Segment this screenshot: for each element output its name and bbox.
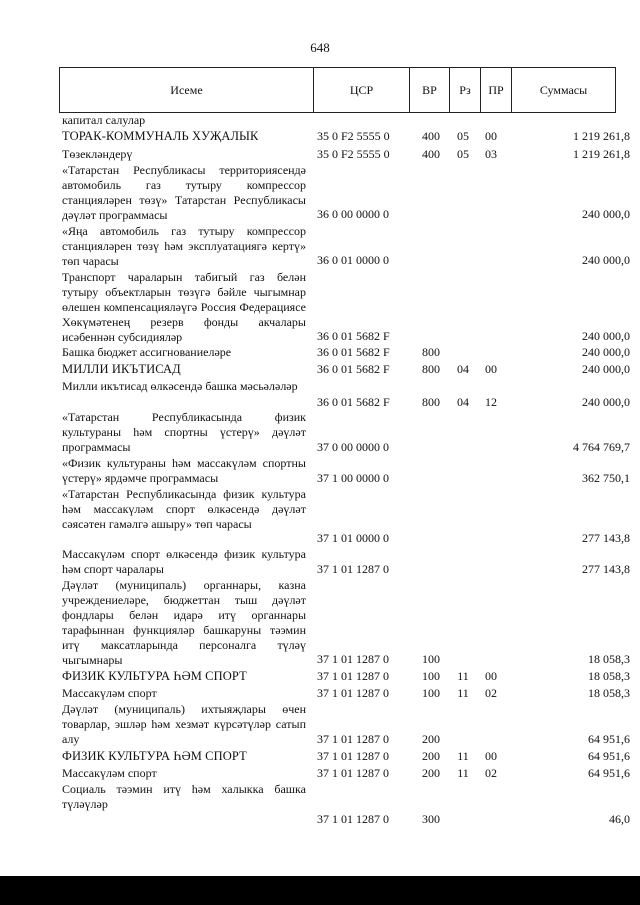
row-csr: 36 0 00 0000 0: [317, 207, 389, 221]
table-row: [0, 113, 640, 128]
row-name: Массакүләм спорт: [62, 766, 157, 780]
row-sum: 18 058,3: [588, 686, 630, 700]
row-name: ФИЗИК КУЛЬТУРА ҺӘМ СПОРТ: [62, 749, 247, 763]
row-rz: 04: [457, 362, 469, 376]
row-pr: 00: [485, 669, 497, 683]
table-row: [0, 748, 640, 765]
row-csr: 37 1 00 0000 0: [317, 471, 389, 485]
row-rz: 11: [457, 766, 469, 780]
row-sum: 240 000,0: [582, 395, 630, 409]
table-row: [0, 345, 640, 361]
row-csr: 36 0 01 0000 0: [317, 253, 389, 267]
table-row: [0, 361, 640, 378]
row-name: Дәүләт (муниципаль) органнары, казна учреждениеләре, бюджеттан тыш дәүләт фондлары белән идарә итү органнары тарафыннан функцияләр башкаруны тәэмин итү максатларында персоналга түләү чыгымнары: [62, 578, 306, 667]
row-name: МИЛЛИ ИКЪТИСАД: [62, 362, 181, 376]
row-csr: 37 1 01 1287 0: [317, 732, 389, 746]
row-vr: 100: [422, 669, 440, 683]
header-sum: Суммасы: [539, 82, 588, 97]
row-sum: 240 000,0: [582, 362, 630, 376]
row-name: «Татарстан Республикасында физик культура һәм массакүләм спорт өлкәсендә дәүләт сәясәтен гамәлгә ашыру» төп чарасы: [62, 487, 306, 531]
row-rz: 05: [457, 129, 469, 143]
row-sum: 277 143,8: [582, 562, 630, 576]
row-name: Социаль тәэмин итү һәм халыкка башка түләүләр: [62, 782, 306, 811]
row-name: Башка бюджет ассигнованиеләре: [62, 345, 232, 359]
row-csr: 36 0 01 5682 F: [317, 362, 390, 376]
table-row: [0, 270, 640, 346]
row-vr: 800: [422, 395, 440, 409]
row-pr: 00: [485, 129, 497, 143]
table-row: [0, 410, 640, 456]
row-name: Массакүләм спорт: [62, 686, 157, 700]
row-vr: 400: [422, 129, 440, 143]
table-row: [0, 379, 640, 411]
row-pr: 00: [485, 749, 497, 763]
row-name: Төзекләндерү: [62, 147, 133, 161]
table-row: [0, 456, 640, 487]
row-csr: 36 0 01 5682 F: [317, 329, 390, 343]
row-sum: 362 750,1: [582, 471, 630, 485]
header-vr: ВР: [410, 68, 450, 112]
row-vr: 100: [422, 686, 440, 700]
row-csr: 37 1 01 0000 0: [317, 531, 389, 545]
header-csr: ЦСР: [314, 68, 410, 112]
table-row: [0, 765, 640, 782]
header-name: Исеме: [60, 68, 314, 112]
row-name: капитал салулар: [62, 113, 146, 127]
row-csr: 37 1 01 1287 0: [317, 652, 389, 666]
table-row: [0, 668, 640, 685]
row-sum: 18 058,3: [588, 652, 630, 666]
row-pr: 02: [485, 766, 497, 780]
row-rz: 11: [457, 749, 469, 763]
table-row: [0, 578, 640, 668]
row-sum: 1 219 261,8: [573, 129, 630, 143]
row-sum: 240 000,0: [582, 207, 630, 221]
row-vr: 400: [422, 147, 440, 161]
row-name: ТОРАК-КОММУНАЛЬ ХУҖАЛЫК: [62, 129, 259, 143]
row-sum: 240 000,0: [582, 253, 630, 267]
table-row: [0, 163, 640, 224]
row-sum: 4 764 769,7: [573, 440, 630, 454]
row-csr: 36 0 01 5682 F: [317, 345, 390, 359]
table-row: [0, 685, 640, 702]
row-vr: 200: [422, 732, 440, 746]
row-name: «Яңа автомобиль газ тутыру компрессор станцияләрен төзү һәм эксплуатациягә кертү» төп чарасы: [62, 224, 306, 268]
row-name: ФИЗИК КУЛЬТУРА ҺӘМ СПОРТ: [62, 669, 247, 683]
row-sum: 64 951,6: [588, 749, 630, 763]
row-name: «Татарстан Республикасы территориясендә автомобиль газ тутыру компрессор станцияләрен төзү» Татарстан Республикасы дәүләт программасы: [62, 163, 306, 222]
row-name: Дәүләт (муниципаль) ихтыяҗлары өчен товарлар, эшләр һәм хезмәт күрсәтүләр сатып алу: [62, 702, 306, 746]
row-vr: 800: [422, 362, 440, 376]
table-row: [0, 487, 640, 547]
row-name: Массакүләм спорт өлкәсендә физик культура һәм спорт чаралары: [62, 547, 306, 576]
row-pr: 02: [485, 686, 497, 700]
row-sum: 240 000,0: [582, 345, 630, 359]
row-vr: 800: [422, 345, 440, 359]
row-csr: 37 1 01 1287 0: [317, 686, 389, 700]
row-csr: 37 0 00 0000 0: [317, 440, 389, 454]
row-csr: 35 0 F2 5555 0: [317, 147, 390, 161]
row-sum: 46,0: [609, 812, 630, 826]
table-header: [59, 67, 616, 113]
row-csr: 37 1 01 1287 0: [317, 562, 389, 576]
row-pr: 12: [485, 395, 497, 409]
row-rz: 04: [457, 395, 469, 409]
row-csr: 37 1 01 1287 0: [317, 749, 389, 763]
row-csr: 36 0 01 5682 F: [317, 395, 390, 409]
table-row: [0, 146, 640, 163]
row-sum: 1 219 261,8: [573, 147, 630, 161]
row-csr: 37 1 01 1287 0: [317, 669, 389, 683]
row-sum: 277 143,8: [582, 531, 630, 545]
row-name: Транспорт чараларын табигый газ белән тутыру объектларын төзүгә бәйле чыгымнар өлешен компенсацияләүгә Россия Федерациясе Хөкүмәтенең резерв фонды акчалары исәбеннән субсидияләр: [62, 270, 306, 344]
row-vr: 300: [422, 812, 440, 826]
row-sum: 18 058,3: [588, 669, 630, 683]
table-row: [0, 702, 640, 748]
row-csr: 35 0 F2 5555 0: [317, 129, 390, 143]
row-vr: 200: [422, 749, 440, 763]
row-rz: 11: [457, 669, 469, 683]
row-name: Милли икътисад өлкәсендә башка мәсьәләләр: [62, 379, 298, 393]
scan-bottom-border: [0, 876, 640, 905]
row-csr: 37 1 01 1287 0: [317, 766, 389, 780]
row-vr: 100: [422, 652, 440, 666]
table-row: [0, 128, 640, 145]
header-pr: ПР: [481, 68, 512, 112]
row-csr: 37 1 01 1287 0: [317, 812, 389, 826]
row-name: «Физик культураны һәм массакүләм спортны үстерү» ярдәмче программасы: [62, 456, 306, 485]
table-row: [0, 782, 640, 828]
table-row: [0, 224, 640, 270]
row-pr: 00: [485, 362, 497, 376]
row-name: «Татарстан Республикасында физик культураны һәм спортны үстерү» дәүләт программасы: [62, 410, 306, 454]
row-sum: 64 951,6: [588, 766, 630, 780]
row-sum: 240 000,0: [582, 329, 630, 343]
row-vr: 200: [422, 766, 440, 780]
row-sum: 64 951,6: [588, 732, 630, 746]
row-pr: 03: [485, 147, 497, 161]
page-number: 648: [310, 40, 330, 55]
table-row: [0, 547, 640, 578]
row-rz: 05: [457, 147, 469, 161]
header-rz: Рз: [450, 68, 481, 112]
row-rz: 11: [457, 686, 469, 700]
